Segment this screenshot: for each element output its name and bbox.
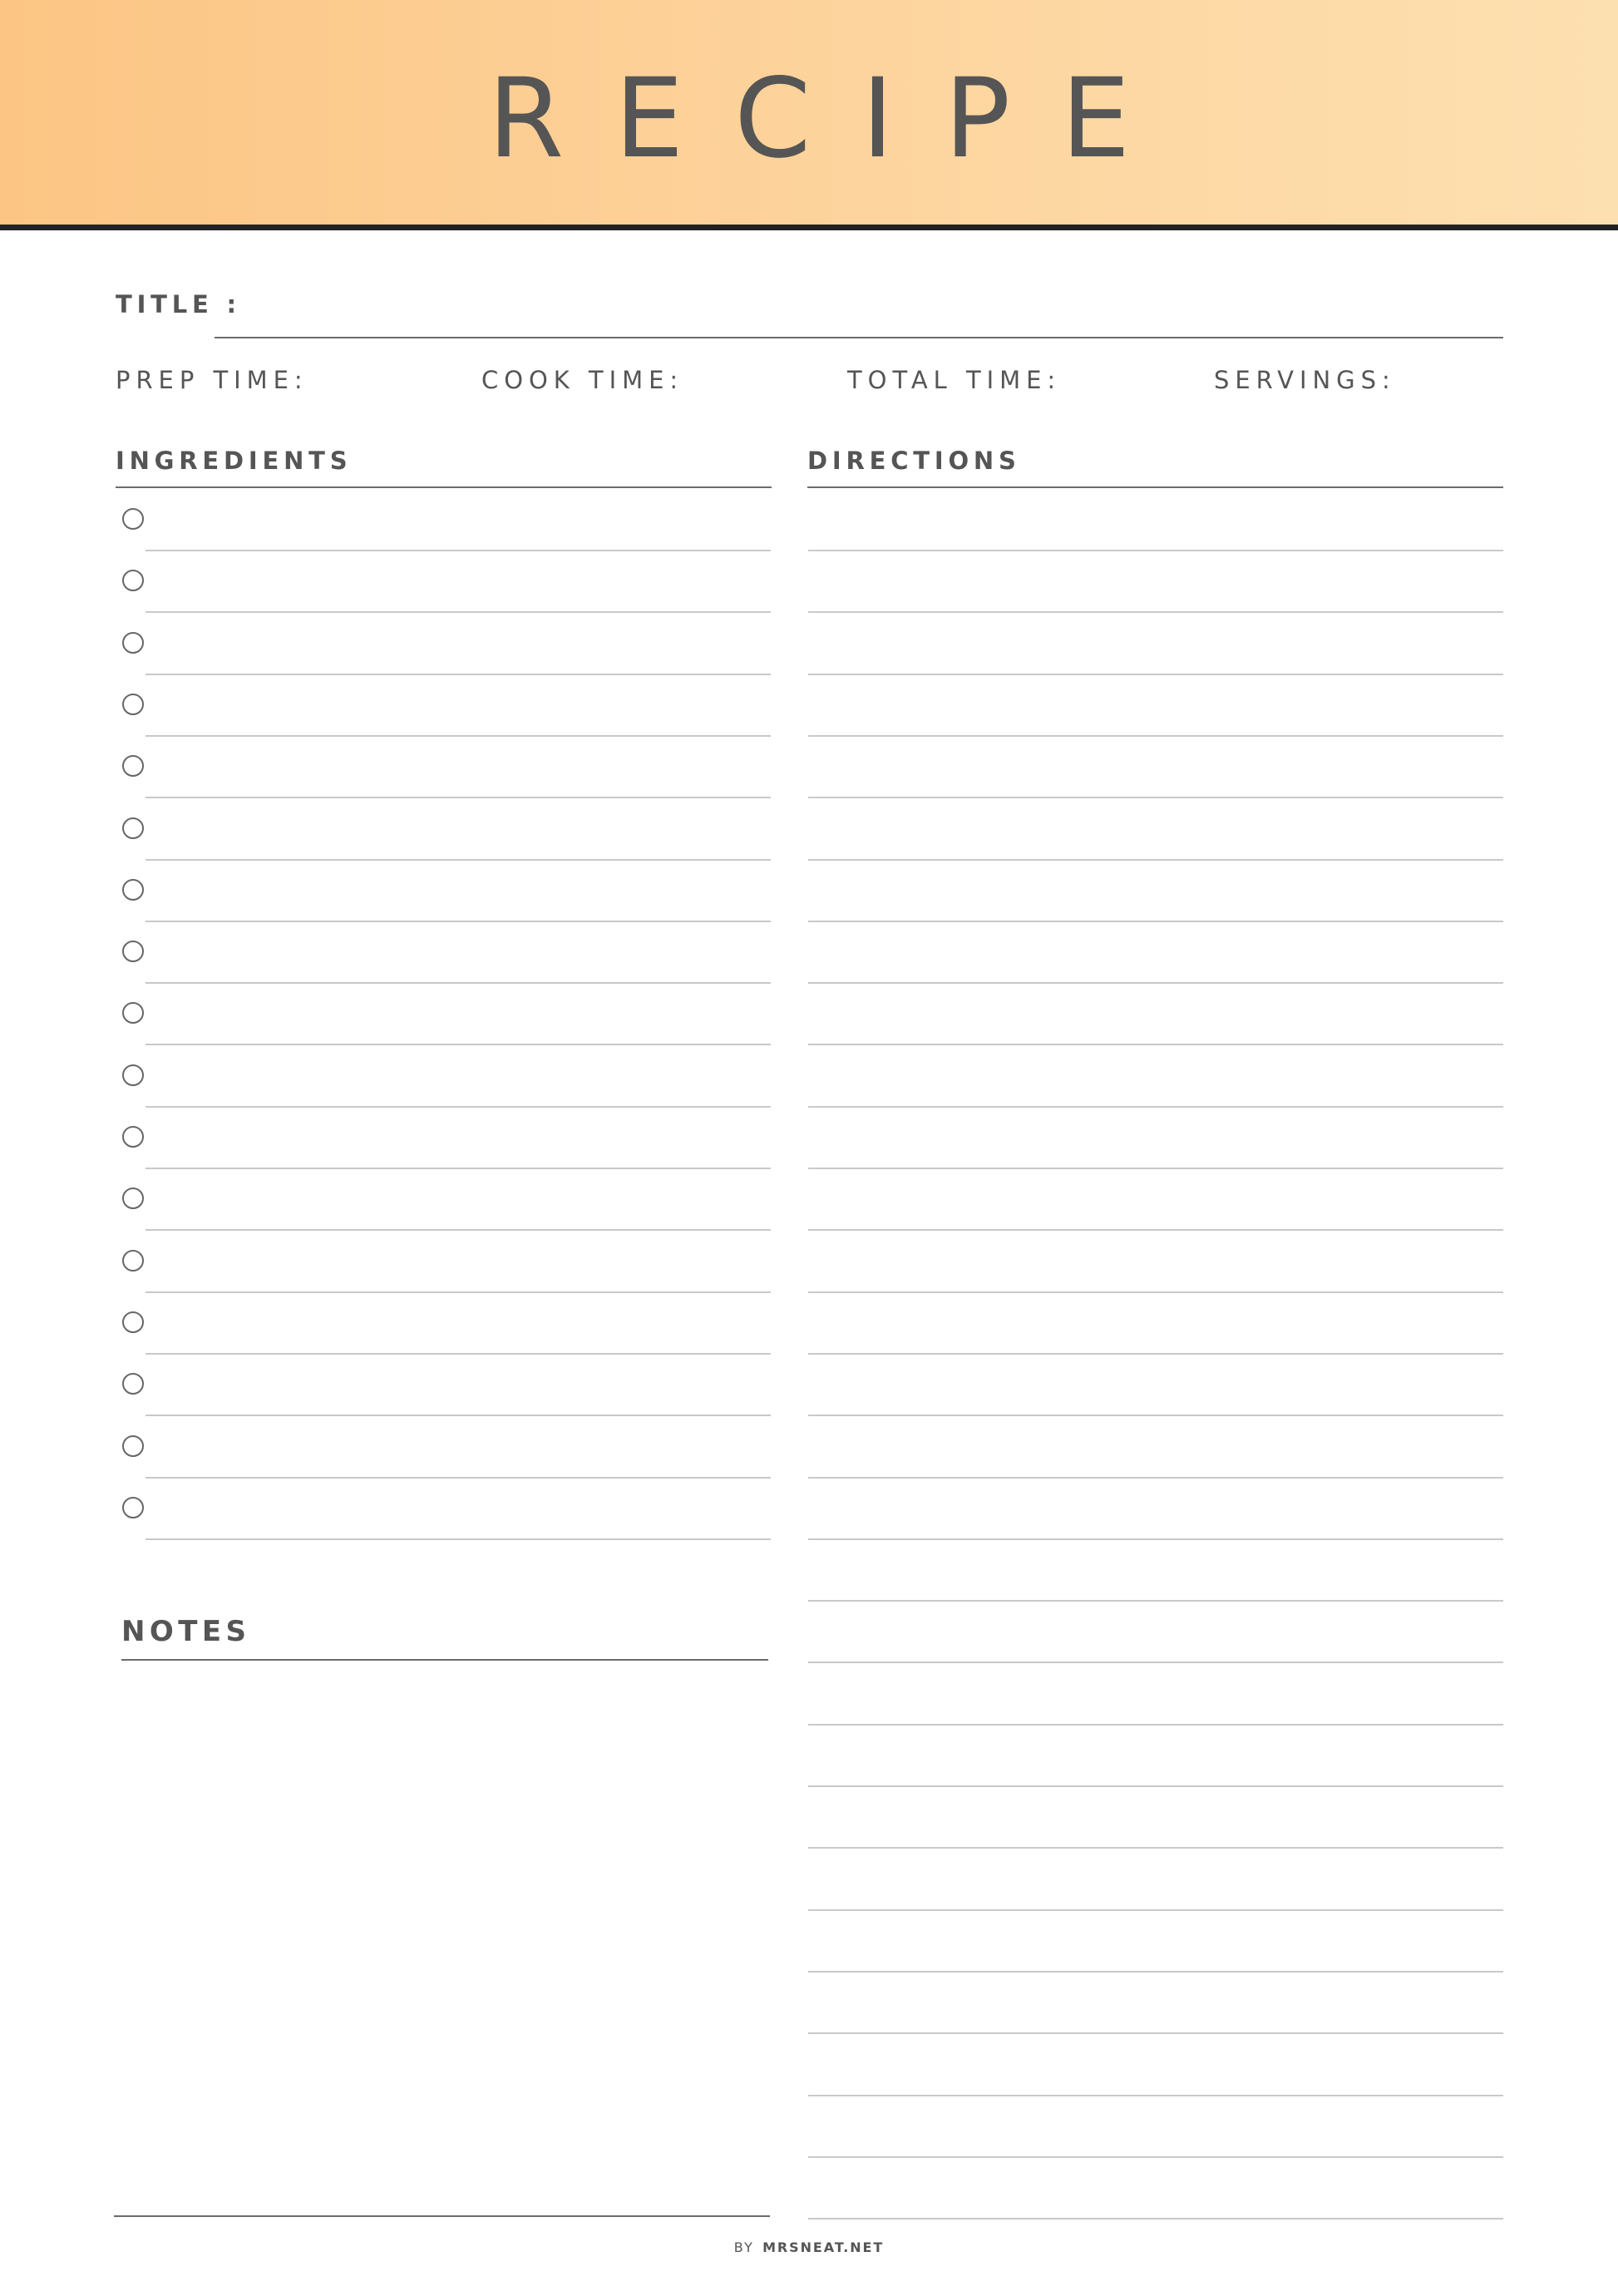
- footer-site: MRSNEAT.NET: [762, 2239, 885, 2255]
- direction-line[interactable]: [808, 1971, 1503, 1973]
- ingredient-checkbox[interactable]: [122, 879, 144, 901]
- direction-line[interactable]: [808, 859, 1503, 861]
- ingredient-checkbox[interactable]: [122, 632, 144, 654]
- direction-line[interactable]: [808, 1291, 1503, 1293]
- direction-line[interactable]: [808, 674, 1503, 675]
- notes-area[interactable]: [116, 1667, 769, 2212]
- ingredient-line[interactable]: [146, 1538, 771, 1540]
- direction-line[interactable]: [808, 735, 1503, 737]
- ingredient-line[interactable]: [146, 797, 771, 798]
- ingredient-line[interactable]: [146, 1229, 771, 1231]
- direction-line[interactable]: [808, 921, 1503, 922]
- direction-line[interactable]: [808, 1724, 1503, 1726]
- ingredient-checkbox[interactable]: [122, 1311, 144, 1333]
- ingredient-checkbox[interactable]: [122, 570, 144, 591]
- footer-credit: [0, 2239, 1618, 2257]
- prep-time-label: PREP TIME:: [116, 366, 308, 394]
- ingredient-line[interactable]: [146, 982, 771, 984]
- ingredient-checkbox[interactable]: [122, 1064, 144, 1086]
- ingredient-checkbox[interactable]: [122, 1126, 144, 1148]
- ingredient-checkbox[interactable]: [122, 1002, 144, 1024]
- notes-heading: NOTES: [121, 1615, 251, 1648]
- ingredient-line[interactable]: [146, 1477, 771, 1479]
- ingredient-checkbox[interactable]: [122, 694, 144, 715]
- direction-line[interactable]: [808, 1909, 1503, 1911]
- direction-line[interactable]: [808, 1538, 1503, 1540]
- direction-line[interactable]: [808, 797, 1503, 798]
- ingredient-checkbox[interactable]: [122, 941, 144, 962]
- direction-line[interactable]: [808, 1415, 1503, 1416]
- direction-line[interactable]: [808, 2095, 1503, 2096]
- ingredient-line[interactable]: [146, 1353, 771, 1355]
- ingredient-checkbox[interactable]: [122, 1250, 144, 1271]
- ingredient-checkbox[interactable]: [122, 1435, 144, 1457]
- title-label: TITLE :: [116, 290, 241, 318]
- direction-line[interactable]: [808, 1477, 1503, 1479]
- ingredient-line[interactable]: [146, 1291, 771, 1293]
- ingredient-line[interactable]: [146, 921, 771, 922]
- direction-line[interactable]: [808, 1662, 1503, 1663]
- direction-line[interactable]: [808, 2156, 1503, 2158]
- cook-time-label: COOK TIME:: [481, 366, 684, 394]
- ingredient-line[interactable]: [146, 859, 771, 861]
- ingredient-line[interactable]: [146, 674, 771, 675]
- footer-by: BY: [733, 2239, 755, 2255]
- direction-line[interactable]: [808, 2032, 1503, 2034]
- direction-line[interactable]: [808, 611, 1503, 613]
- direction-line[interactable]: [808, 982, 1503, 984]
- direction-line[interactable]: [808, 1044, 1503, 1045]
- ingredient-line[interactable]: [146, 1106, 771, 1108]
- direction-line[interactable]: [808, 1600, 1503, 1602]
- directions-heading: DIRECTIONS: [807, 447, 1021, 475]
- ingredient-checkbox[interactable]: [122, 817, 144, 839]
- title-line[interactable]: [215, 337, 1503, 338]
- page-title: RECIPE: [487, 55, 1181, 183]
- ingredient-line[interactable]: [146, 611, 771, 613]
- direction-line[interactable]: [808, 550, 1503, 551]
- direction-line[interactable]: [808, 1168, 1503, 1169]
- ingredient-checkbox[interactable]: [122, 508, 144, 530]
- header-banner: [0, 0, 1618, 230]
- notes-bottom-rule: [114, 2215, 770, 2217]
- ingredient-line[interactable]: [146, 1415, 771, 1416]
- ingredient-checkbox[interactable]: [122, 1497, 144, 1518]
- total-time-label: TOTAL TIME:: [847, 366, 1062, 394]
- direction-line[interactable]: [808, 1785, 1503, 1787]
- ingredient-checkbox[interactable]: [122, 1373, 144, 1395]
- directions-heading-rule: [807, 486, 1503, 488]
- ingredient-checkbox[interactable]: [122, 755, 144, 777]
- ingredient-checkbox[interactable]: [122, 1188, 144, 1209]
- direction-line[interactable]: [808, 1229, 1503, 1231]
- direction-line[interactable]: [808, 1353, 1503, 1355]
- ingredient-line[interactable]: [146, 1168, 771, 1169]
- ingredients-heading-rule: [116, 486, 772, 488]
- ingredient-line[interactable]: [146, 1044, 771, 1045]
- servings-label: SERVINGS:: [1214, 366, 1396, 394]
- notes-heading-rule: [121, 1659, 768, 1661]
- direction-line[interactable]: [808, 1847, 1503, 1849]
- ingredient-line[interactable]: [146, 735, 771, 737]
- direction-line[interactable]: [808, 2218, 1503, 2219]
- ingredients-heading: INGREDIENTS: [116, 447, 353, 475]
- ingredient-line[interactable]: [146, 550, 771, 551]
- direction-line[interactable]: [808, 1106, 1503, 1108]
